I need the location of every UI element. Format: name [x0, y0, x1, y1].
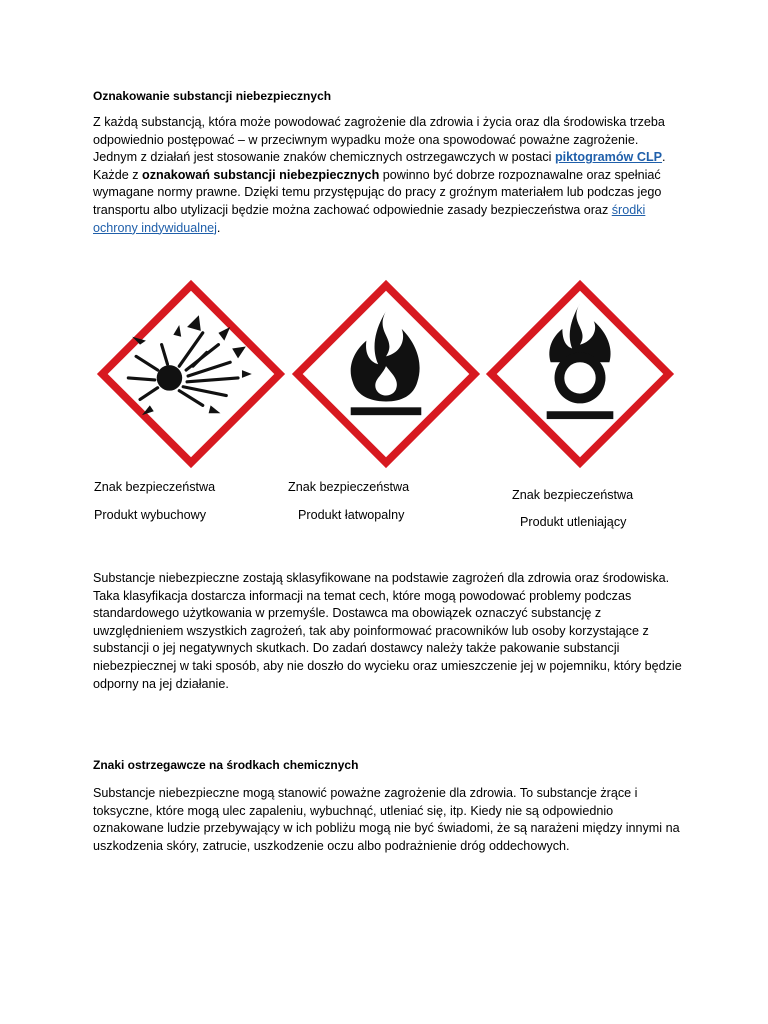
- intro-bold-text: oznakowań substancji niebezpiecznych: [142, 167, 380, 182]
- personal-protection-link[interactable]: środki ochrony indywidualnej: [93, 202, 646, 235]
- flame-icon: [288, 276, 484, 472]
- classification-paragraph: Substancje niebezpieczne zostają sklasyfikowane na podstawie zagrożeń dla zdrowia oraz środowiska. Taka klasyfikacja dostarcza informacji na temat cech, które mogą powodować problemy podczas standardowego użytkowania w przemyśle. Dostawca ma obowiązek oznaczyć substancję z uwzględnieniem wszystkich zagrożeń, tak aby poinformować pracowników lub osoby korzystające z substancji o jej negatywnych skutkach. Do zadań dostawcy należy także pakowanie substancji niebezpiecznej w taki sposób, aby nie doszło do wycieku oraz umieszczenie jej w pojemniku, który będzie odporny na jej działanie.: [93, 571, 682, 691]
- section-heading-labeling: Oznakowanie substancji niebezpiecznych: [93, 89, 332, 103]
- intro-paragraph: [93, 114, 683, 237]
- pictogram-1-caption: Produkt wybuchowy: [94, 508, 206, 522]
- warning-signs-paragraph: Substancje niebezpieczne mogą stanowić poważne zagrożenie dla zdrowia. To substancje żrące i toksyczne, które mogą ulec zapaleniu, wybuchnąć, utleniać się, itp. Kiedy nie są odpowiednio oznakowane ludzie przebywający w ich pobliżu mogą nie być świadomi, że są narażeni między innymi na uszkodzenia skóry, zatrucie, uszkodzenie oczu albo podrażnienie dróg oddechowych.: [93, 786, 680, 853]
- pictogram-2-title: Znak bezpieczeństwa: [288, 480, 410, 494]
- exploding-bomb-icon: [93, 276, 289, 472]
- intro-text-end: .: [216, 220, 221, 235]
- pictogram-3-caption: Produkt utleniający: [520, 515, 627, 529]
- section-heading-warning-signs: Znaki ostrzegawcze na środkach chemicznych: [93, 758, 359, 772]
- intro-text-2: . Każde z: [93, 150, 666, 182]
- pictogram-3-title: Znak bezpieczeństwa: [512, 488, 634, 502]
- pictogram-1-title: Znak bezpieczeństwa: [94, 480, 216, 494]
- intro-text-1: Z każdą substancją, która może powodować zagrożenie dla zdrowia i życia oraz dla środowiska trzeba odpowiednio postępować – w przeciwnym wypadku może ona spowodować poważne zagrożenie. Jednym z działań jest stosowanie znaków chemicznych ostrzegawczych w postaci: [93, 115, 665, 165]
- intro-text-3: powinno być dobrze rozpoznawalne oraz spełniać wymagane normy prawne. Dzięki temu przystępując do pracy z groźnym materiałem lub podczas jego transportu albo utylizacji będzie można zachować odpowiednie zasady bezpieczeństwa oraz: [93, 167, 662, 217]
- flame-over-circle-icon: [482, 276, 678, 472]
- clp-pictograms-link[interactable]: piktogramów CLP: [554, 150, 663, 165]
- pictogram-2-caption: Produkt łatwopalny: [298, 508, 405, 522]
